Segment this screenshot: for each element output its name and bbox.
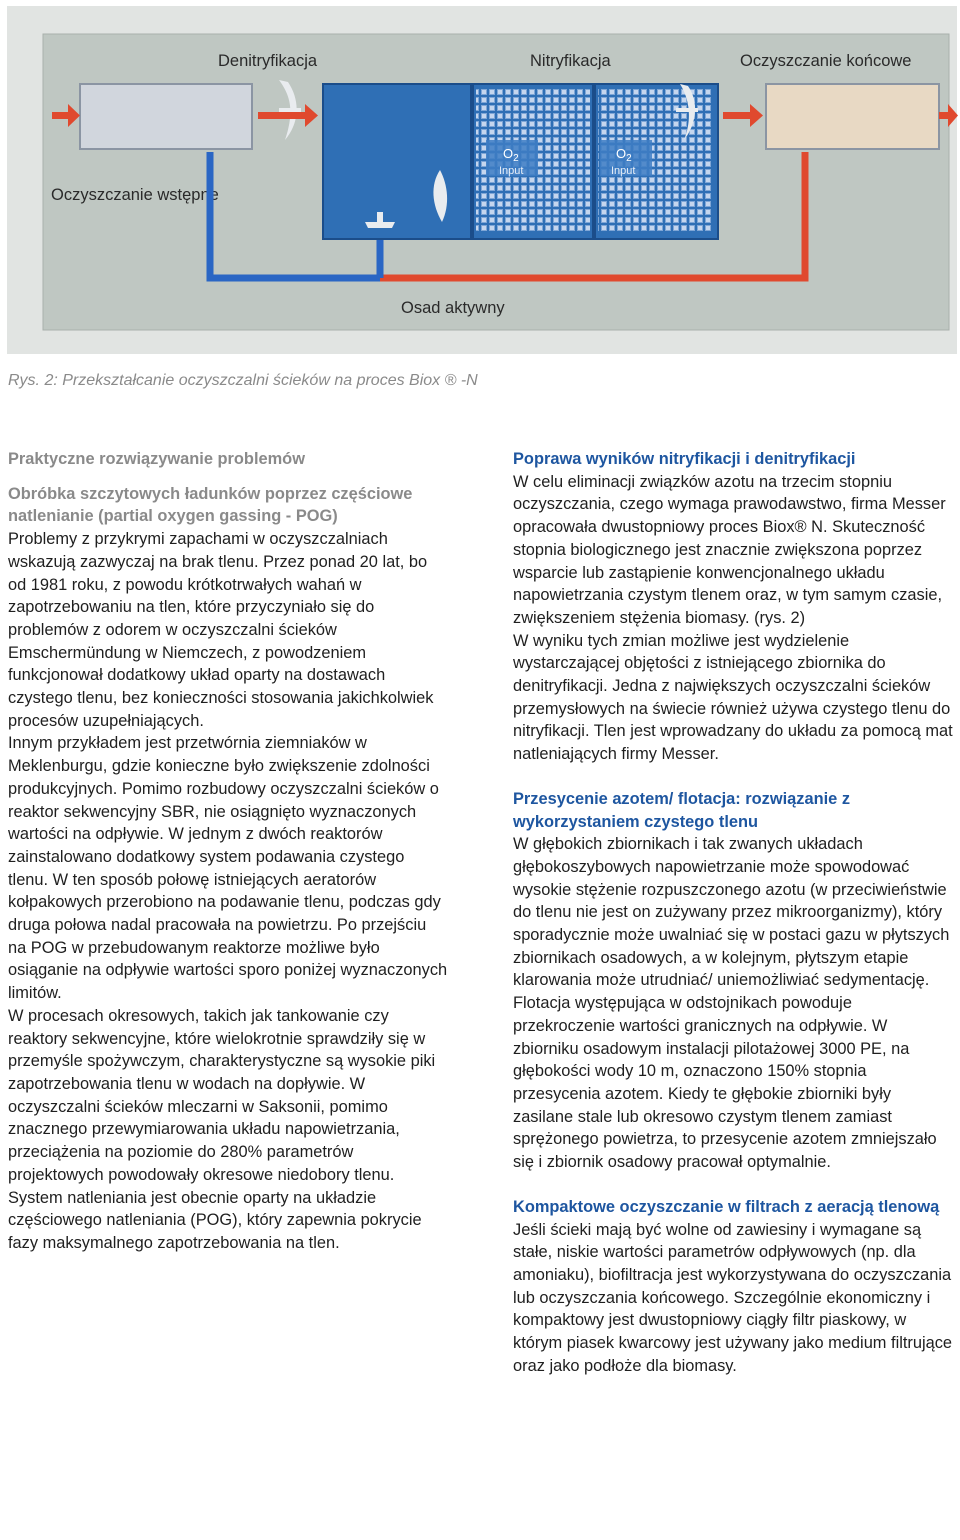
process-diagram	[0, 0, 960, 360]
paragraph-batch-processes: W procesach okresowych, takich jak tankowanie czy reaktory sekwencyjne, które wielokrotnie sprawdziły się w przemyśle spożywczym, charakterystyczne są wysokie piki zapotrzebowania tlenu w wodach na dopływie. W oczyszczalni ścieków mleczarni w Saksonii, pomimo znacznego przewymiarowania układu napowietrzania, przeciążenia na poziomie do 280% parametrów projektowych powodowały okresowe niedobory tlenu. System natleniania jest obecnie oparty na układzie częściowego natleniania (POG), który zapewnia pokrycie fazy maksymalnego zapotrzebowania na tlen.	[8, 1006, 436, 1252]
section-heading-filters: Kompaktowe oczyszczanie w filtrach z aeracją tlenową	[513, 1197, 940, 1216]
paragraph-potato-plant: Innym przykładem jest przetwórnia ziemniaków w Meklenburgu, gdzie konieczne było zwiększenie zdolności produkcyjnych. Pomimo rozbudowy oczyszczalni ścieków o reaktor sekwencyjny SBR, nie osiągnięto wyznaczonych wartości na odpływie. W jednym z dwóch reaktorów zainstalowano dodatkowy system podawania czystego tlenu. W ten sposób połowę istniejących aeratorów kołpakowych przerobiono na podawanie tlenu, podczas gdy druga połowa nadal pracowała na powietrzu. Po przejściu na POG w przebudowanym reaktorze możliwe było osiąganie na odpływie wartości sporo poniżej wyznaczonych limitów.	[8, 734, 448, 1003]
section-heading-nitrification: Poprawa wyników nitryfikacji i denitryfikacji	[513, 450, 856, 468]
paragraph-biox-n: W celu eliminacji związków azotu na trzecim stopniu oczyszczania, czego wymaga prawodawstwo, firma Messer opracowała dwustopniowy proces Biox® N. Skuteczność stopnia biologicznego jest znacznie zwiększona poprzez wsparcie lub zastąpienie konwencjonalnego układu napowietrzania czystym tlenem oraz, w tym samym czasie, zwiększeniem stężenia biomasy. (rys. 2)	[513, 472, 946, 627]
paragraph-odor-problems: Problemy z przykrymi zapachami w oczyszczalniach wskazują zazwyczaj na brak tlenu. Przez ponad 20 lat, bo od 1981 roku, z powodu krótkotrwałych wahań w zapotrzebowaniu na tlen, które przyczyniało się do problemów z odorem w oczyszczalni ścieków Emschermündung w Niemczech, z powodzeniem funkcjonował dodatkowy układ oparty na dostawach czystego tlenu, bez konieczności stosowania jakichkolwiek procesów uzupełniających.	[8, 530, 434, 730]
o2-label-2: $O_2$	[616, 146, 632, 164]
label-final-treatment: Oczyszczanie końcowe	[740, 52, 912, 70]
o2-label-1: $O_2$	[503, 146, 519, 164]
figure-caption: Rys. 2: Przekształcanie oczyszczalni ścieków na proces Biox ® -N	[8, 372, 478, 389]
paragraph-denitrification-volume: W wyniku tych zmian możliwe jest wydzielenie wystarczającej objętości z istniejącego zbiornika do denitryfikacji. Jedna z największych oczyszczalni ścieków przemysłowych na świecie również używa czystego tlenu do nitryfikacji. Tlen jest wprowadzany do układu za pomocą mat natleniających firmy Messer.	[513, 631, 953, 764]
label-activated-sludge: Osad aktywny	[401, 299, 505, 317]
o2-input-label-2: Input	[611, 165, 636, 177]
section-heading-practical: Praktyczne rozwiązywanie problemów	[8, 450, 305, 468]
o2-input-label-1: Input	[499, 165, 524, 177]
paragraph-deep-tanks: W głębokich zbiornikach i tak zwanych układach głębokoszybowych napowietrzanie może spowodować wysokie stężenie rozpuszczonego azotu (w przeciwieństwie do tlenu nie jest on zużywany przez mikroorganizmy), który sporadycznie może uwalniać się w postaci gazu w płytszych zbiornikach osadowych, a w kolejnym, płytszym etapie klarowania może utrudniać/ uniemożliwiać sedymentację. Flotacja występująca w odstojnikach powoduje przekroczenie wartości granicznych na odpływie. W zbiorniku osadowym instalacji pilotażowej 3000 PE, na głębokości wody 10 m, oznaczono 150% stopnia przesycenia azotem. Kiedy te głębokie zbiorniki były zasilane stale lub okresowo czystym tlenem zamiast sprężonego powietrza, to przesycenie azotem zmniejszało się i zbiornik osadowy pracował optymalnie.	[513, 835, 950, 1172]
subsection-heading-pog: Obróbka szczytowych ładunków poprzez częściowe natlenianie (partial oxygen gassing - POG)	[8, 484, 413, 526]
primary-tank	[80, 84, 252, 149]
left-column	[8, 448, 448, 1255]
section-heading-flotation: Przesycenie azotem/ flotacja: rozwiązanie z wykorzystaniem czystego tlenu	[513, 789, 851, 831]
final-tank	[766, 84, 939, 149]
label-denitrification: Denitryfikacja	[218, 52, 318, 70]
label-nitrification: Nitryfikacja	[530, 52, 611, 70]
right-column	[513, 448, 955, 1377]
label-primary-treatment: Oczyszczanie wstępne	[51, 186, 219, 204]
paragraph-biofiltration: Jeśli ścieki mają być wolne od zawiesiny i wymagane są stałe, niskie wartości parametrów odpływowych (np. dla amoniaku), biofiltracja jest wykorzystywana do oczyszczania lub oczyszczania końcowego. Szczególnie ekonomiczny i kompaktowy jest dwustopniowy ciągły filtr piaskowy, w którym piasek kwarcowy jest używany jako medium filtrujące oraz jako podłoże dla biomasy.	[513, 1220, 953, 1375]
